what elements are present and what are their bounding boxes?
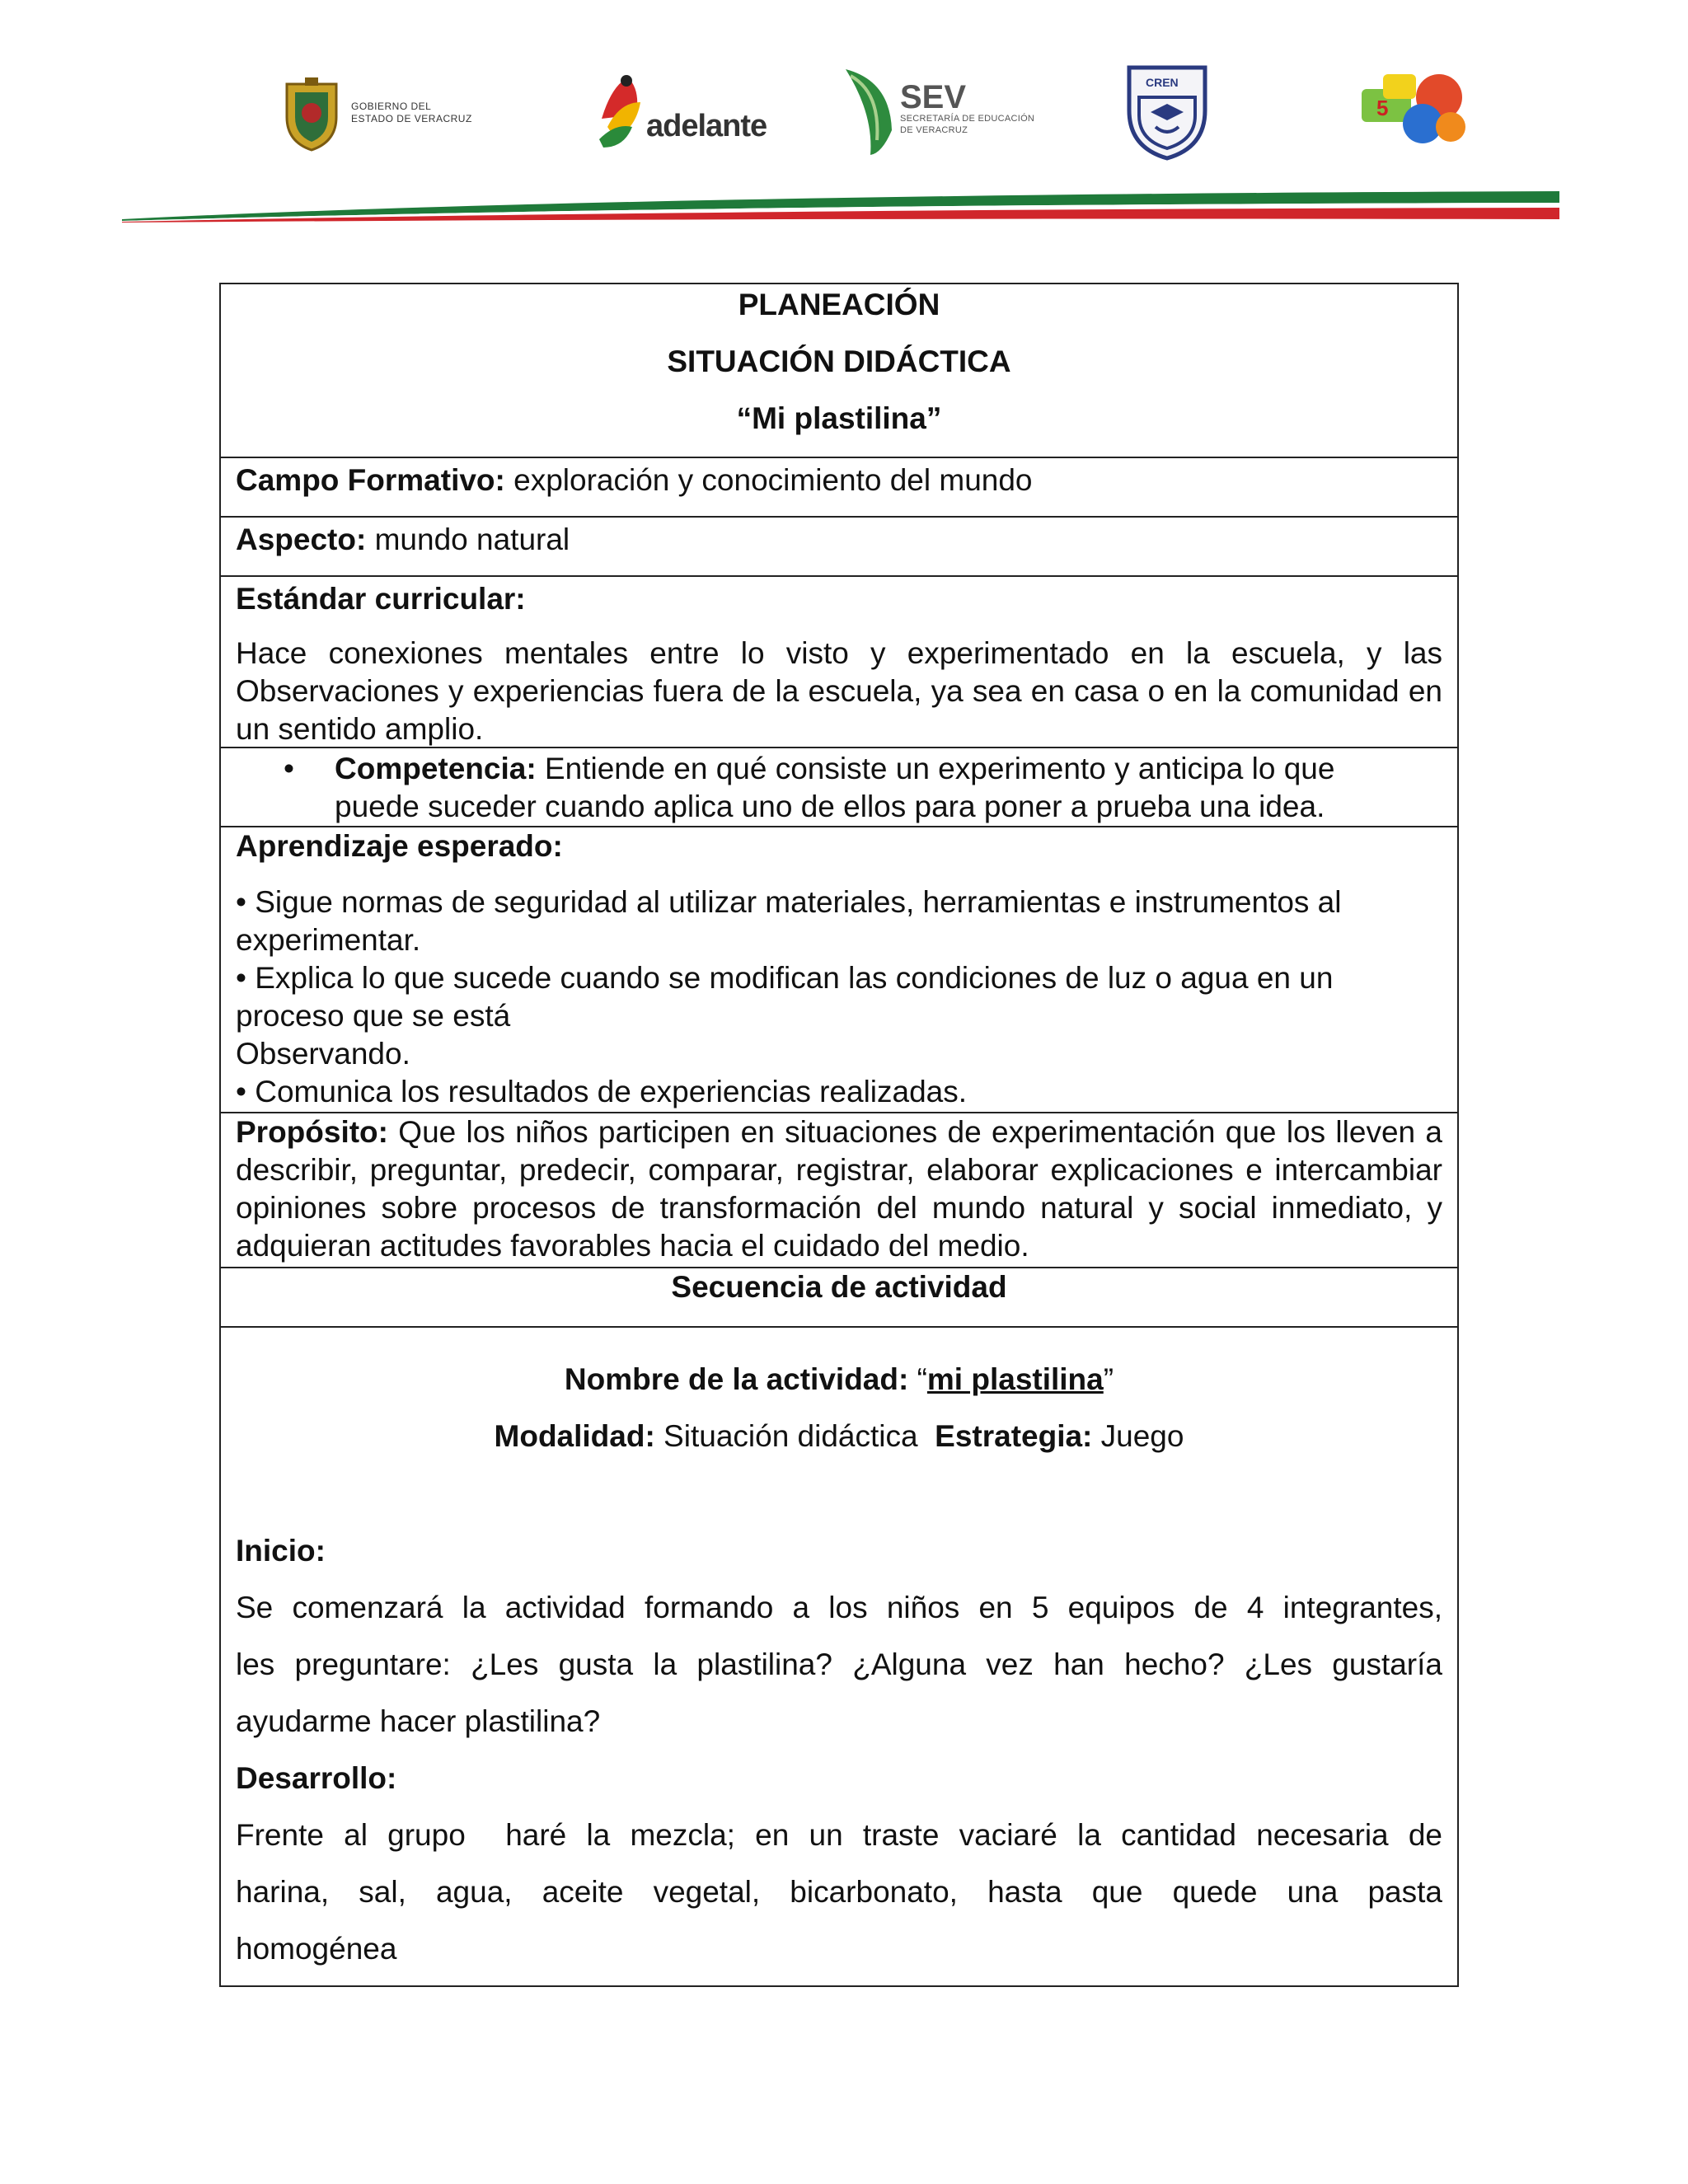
desarrollo-line-3: homogénea xyxy=(236,1932,397,1966)
sev-logo-line1: SECRETARÍA DE EDUCACIÓN xyxy=(900,114,1035,124)
estrategia-label: Estrategia: xyxy=(935,1419,1093,1453)
sev-leaf-icon xyxy=(841,64,898,157)
title-planeacion: PLANEACIÓN xyxy=(738,288,940,321)
inicio-line-1: Se comenzará la actividad formando a los niños en 5 equipos de 4 integrantes, xyxy=(236,1591,1442,1624)
veracruz-shield-icon xyxy=(279,76,345,152)
sev-logo-line2: DE VERACRUZ xyxy=(900,125,968,135)
aprendizaje-item-3: • Comunica los resultados de experiencias realizadas. xyxy=(236,1075,968,1108)
aspecto-label: Aspecto: xyxy=(236,523,367,556)
proposito-label: Propósito: xyxy=(236,1115,388,1149)
veracruz-logo-line2: ESTADO DE VERACRUZ xyxy=(351,113,472,124)
desarrollo-label: Desarrollo: xyxy=(236,1761,397,1795)
campo-formativo-label: Campo Formativo: xyxy=(236,463,505,497)
nombre-actividad-value: mi plastilina xyxy=(926,1362,1104,1396)
actividad-body xyxy=(221,1328,1457,1985)
modalidad-value: Situación didáctica xyxy=(654,1419,935,1453)
estandar-curricular-row xyxy=(221,577,1457,748)
gobierno-veracruz-logo xyxy=(279,76,501,152)
sev-logo xyxy=(841,64,1055,157)
colorful-emblem-logo xyxy=(1358,66,1474,152)
svg-text:5: 5 xyxy=(1376,96,1389,120)
inicio-line-2: les preguntare: ¿Les gusta la plastilina? ¿Alguna vez han hecho? ¿Les gustaría xyxy=(236,1647,1442,1681)
nombre-actividad-line xyxy=(221,1361,1457,1399)
adelante-logo-text: adelante xyxy=(646,109,767,143)
campo-formativo-row xyxy=(221,458,1457,516)
secuencia-heading: Secuencia de actividad xyxy=(671,1270,1007,1304)
nombre-open-quote: “ xyxy=(908,1362,927,1396)
nombre-actividad-label: Nombre de la actividad: xyxy=(564,1362,909,1396)
adelante-logo xyxy=(595,69,767,152)
competencia-value: Entiende en qué consiste un experimento y anticipa lo que puede suceder cuando aplica uno de ellos para poner a prueba una idea. xyxy=(335,752,1335,823)
aspecto-row xyxy=(221,518,1457,575)
campo-formativo-value: exploración y conocimiento del mundo xyxy=(504,463,1033,497)
estandar-label: Estándar curricular: xyxy=(236,582,526,616)
proposito-value: Que los niños participen en situaciones de experimentación que los lleven a describir, preguntar, predecir, comparar, registrar, elaborar explicaciones e intercambiar opiniones sobre procesos de transformación del mundo natural y social inmediato, y adquieran actitudes favorables hacia el cuidado del medio. xyxy=(236,1115,1442,1263)
planeacion-table xyxy=(219,283,1459,1987)
aspecto-value: mundo natural xyxy=(366,523,570,556)
estrategia-value: Juego xyxy=(1092,1419,1184,1453)
veracruz-logo-line1: GOBIERNO DEL xyxy=(351,101,432,112)
proposito-row xyxy=(221,1113,1457,1267)
adelante-figure-icon xyxy=(595,69,653,152)
aprendizaje-label: Aprendizaje esperado: xyxy=(236,829,563,863)
cren-logo xyxy=(1123,61,1212,162)
proposito-text xyxy=(236,1113,1442,1265)
competencia-bullet: • xyxy=(284,752,294,785)
modalidad-label: Modalidad: xyxy=(494,1419,655,1453)
title-mi-plastilina: “Mi plastilina” xyxy=(736,401,942,435)
colorful-emblem-icon xyxy=(1358,66,1474,152)
aprendizaje-item-2-cont: Observando. xyxy=(236,1037,410,1071)
desarrollo-line-1: Frente al grupo haré la mezcla; en un traste vaciaré la cantidad necesaria de xyxy=(236,1818,1442,1852)
modalidad-line xyxy=(221,1418,1457,1455)
inicio-line-3: ayudarme hacer plastilina? xyxy=(236,1704,601,1738)
competencia-label: Competencia: xyxy=(335,752,537,785)
sev-logo-title: SEV xyxy=(900,79,967,115)
aprendizaje-esperado-row xyxy=(221,827,1457,1112)
title-situacion: SITUACIÓN DIDÁCTICA xyxy=(667,344,1011,378)
desarrollo-line-2: harina, sal, agua, aceite vegetal, bicarbonato, hasta que quede una pasta xyxy=(236,1875,1442,1909)
inicio-label: Inicio: xyxy=(236,1534,326,1568)
header-color-band xyxy=(122,186,1559,223)
competencia-text xyxy=(335,750,1421,826)
aprendizaje-item-1: • Sigue normas de seguridad al utilizar materiales, herramientas e instrumentos al experimentar. xyxy=(236,885,1342,957)
title-block xyxy=(221,284,1457,457)
cren-logo-text: CREN xyxy=(1146,76,1179,89)
estandar-text: Hace conexiones mentales entre lo visto y experimentado en la escuela, y las Observaciones y experiencias fuera de la escuela, ya sea en casa o en la comunidad en un sentido amplio. xyxy=(236,636,1442,746)
nombre-close-quote: ” xyxy=(1103,1362,1114,1396)
competencia-row xyxy=(221,748,1457,827)
aprendizaje-item-2: • Explica lo que sucede cuando se modifican las condiciones de luz o agua en un proceso que se está xyxy=(236,961,1334,1033)
secuencia-heading-row xyxy=(221,1268,1457,1326)
